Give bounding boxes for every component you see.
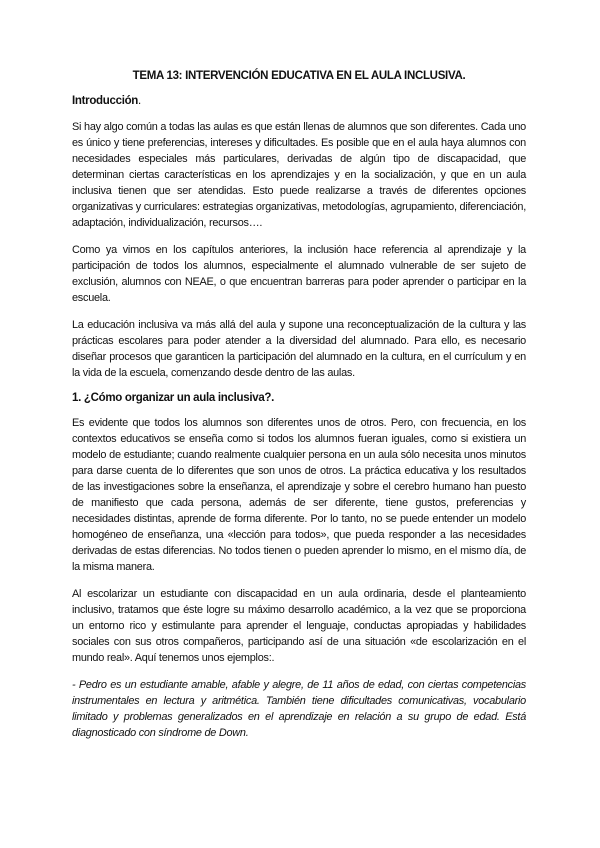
intro-paragraph-2: Como ya vimos en los capítulos anteriores, la inclusión hace referencia al aprendizaje y la participación de todos los alumnos, especialmente el alumnado vulnerable de ser sujeto de exclusión, alumnos con NEAE, o que encuentran barreras para poder aprender o participar en la escuela. xyxy=(72,244,526,304)
section-1-paragraph-2: Al escolarizar un estudiante con discapacidad en un aula ordinaria, desde el planteamiento inclusivo, tratamos que éste logre su máximo desarrollo académico, a la vez que se proporciona un entorno rico y estimulante para aprender el lenguaje, conductas apropiadas y habilidades sociales con sus otros compañeros, participando así de una situación «de escolarización en el mundo real». Aquí tenemos unos ejemplos:. xyxy=(72,588,526,664)
intro-paragraph-3: La educación inclusiva va más allá del aula y supone una reconceptualización de la cultura y las prácticas escolares para poder atender a la diversidad del alumnado. Para ello, es necesario diseñar procesos que garanticen la participación del alumnado en la cultura, en el currículum y en la vida de la escuela, comenzando desde dentro de las aulas. xyxy=(72,319,526,379)
intro-paragraph-1: Si hay algo común a todas las aulas es que están llenas de alumnos que son diferentes. Cada uno es único y tiene preferencias, intereses y dificultades. Es posible que en el aula haya alumnos con necesidades especiales más particulares, derivadas de algún tipo de discapacidad, que determinan ciertas características en los aprendizajes y en la socialización, y que en un aula inclusiva tienen que ser atendidas. Esto puede realizarse a través de diferentes opciones organizativas y curriculares: estrategias organizativas, metodologías, agrupamiento, diferenciación, adaptación, individualización, recursos…. xyxy=(72,121,526,229)
example-paragraph: - Pedro es un estudiante amable, afable y alegre, de 11 años de edad, con ciertas competencias instrumentales en lectura y aritmética. También tiene dificultades comunicativas, vocabulario limitado y problemas generalizados en el aprendizaje en relación a su grupo de edad. Está diagnosticado con síndrome de Down. xyxy=(72,679,526,739)
intro-heading xyxy=(72,95,526,107)
document-page xyxy=(72,70,526,752)
section-1-heading: 1. ¿Cómo organizar un aula inclusiva?. xyxy=(72,392,275,404)
document-title: TEMA 13: INTERVENCIÓN EDUCATIVA EN EL AULA INCLUSIVA. xyxy=(132,70,466,82)
intro-heading-text: Introducción xyxy=(72,95,139,107)
intro-heading-suffix: . xyxy=(138,95,141,107)
section-1-paragraph-1: Es evidente que todos los alumnos son diferentes unos de otros. Pero, con frecuencia, en los contextos educativos se enseña como si todos los alumnos fueran iguales, como si existiera un modelo de estudiante; cuando realmente cualquier persona en un aula sólo necesita unos minutos para darse cuenta de lo diferentes que son unos de otros. La práctica educativa y los resultados de las investigaciones sobre la enseñanza, el aprendizaje y sobre el cerebro humano han puesto de manifiesto que cada persona, además de ser diferente, tiene gustos, preferencias y necesidades distintas, aprende de forma diferente. Por lo tanto, no se puede entender un modelo homogéneo de enseñanza, una «lección para todos», que pueda responder a las necesidades derivadas de estas diferencias. No todos tienen o pueden aprender lo mismo, en el mismo día, de la misma manera. xyxy=(72,417,526,573)
